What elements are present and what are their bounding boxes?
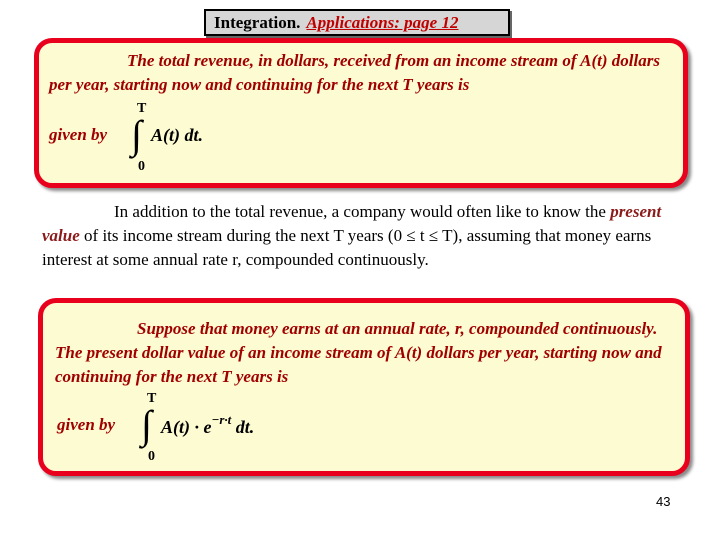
present-value-box: [38, 298, 690, 476]
total-revenue-text: The total revenue, in dollars, received from an income stream of A(t) dollars per year, starting now and continuing for the next T years is: [49, 51, 660, 94]
total-revenue-integral: [129, 101, 229, 181]
present-value-integral: [139, 391, 339, 471]
integral-sign-icon: ∫: [131, 112, 142, 157]
title-section: Applications: page 12: [306, 13, 459, 32]
total-revenue-box: [34, 38, 688, 188]
given-by-label: given by: [49, 125, 108, 144]
given-by-label: given by: [57, 415, 116, 434]
exponent: −r·t: [211, 412, 232, 427]
present-value-term: present value: [42, 202, 662, 245]
integral-sign-icon: ∫: [141, 402, 152, 447]
integrand: $A(t) \cdot e^{-r\cdot t}$ dt.: [161, 412, 255, 437]
slide-title-banner: [204, 9, 510, 36]
integral-upper-limit: T: [137, 101, 147, 116]
title-lead: Integration.: [214, 13, 301, 32]
integrand: A(t) dt.: [151, 125, 203, 145]
integral-lower-limit: 0: [138, 159, 145, 174]
slide-number: 43: [656, 494, 671, 509]
integral-lower-limit: 0: [148, 449, 155, 464]
present-value-text: Suppose that money earns at an annual rate, r, compounded continuously. The present dollar value of an income stream of A(t) dollars per year, starting now and continuing for the next T years is: [55, 319, 662, 386]
integral-upper-limit: T: [147, 391, 157, 406]
present-value-paragraph: In addition to the total revenue, a company would often like to know the present value of its income stream during the next T years (0 ≤ t ≤ T), assuming that money earns interest at some annual rate r, compounded continuously.: [42, 202, 662, 269]
